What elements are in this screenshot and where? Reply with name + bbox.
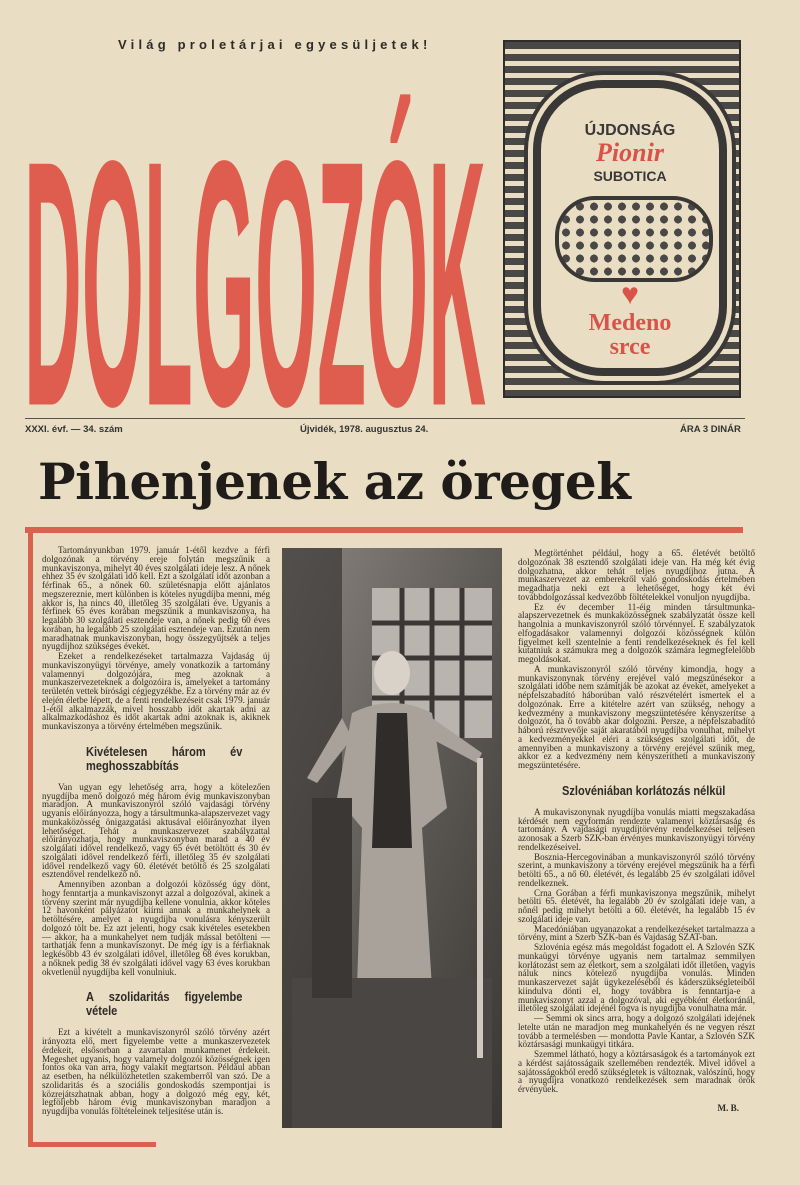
paragraph: Van ugyan egy lehetőség arra, hogy a kötelezően nyugdíjba menő dolgozó még három évig munkaviszonyban maradjon. A munkaviszonyról szóló vajdasági törvény ugyanis előirányozza, hogy a társultmunka-alapszervezet vagy munkaközösség önigazgatási aktusával előirányozhat ilyen lehetőséget. Tehát a munkaszervezet szabályzattal előirányozhatja, hogy munkaviszonyban marad a 40 év szolgálati idővel rendelkező, vagy 65 évét betöltött és 30 év szolgálati idővel rendelkező férfi, illetőleg 35 év szolgálati idővel rendelkező vagy 60. életévét betöltő és 25 szolgálati esztendővel rendelkező nő. — [42, 781, 270, 880]
article-column-3 — [518, 549, 755, 1113]
paragraph: — Semmi ok sincs arra, hogy a dolgozó szolgálati idejének letelte után ne maradjon meg munkahelyén és ne vegyen részt tovább a termelésben — mondotta Pavle Kantar, a Szlovén SZK köztársasági munkaügyi titkára. — [518, 1013, 755, 1050]
ad-label — [533, 80, 727, 376]
masthead-title-logo — [22, 58, 492, 413]
paragraph: Szlovénia egész más megoldást fogadott el. A Szlovén SZK munkaügyi törvénye ugyanis nem tartalmaz semmilyen korlátozást sem az életkort, sem a szolgálati időt illetően, vagyis náluk nincs kötelező nyugdíjba vonulás. Minden munkaszervezet saját ügykezeléséből és káderszükségleteiből kiindulva dönti el, hogy továbbra is fenntartja-e a munkaviszonyt azzal a dolgozóval, aki egyébként életkoránál, illetőleg szolgálati idejénél fogva is nyugdíjba vonulhatna már. — [518, 942, 755, 1014]
ad-brand: Pionir — [596, 138, 664, 167]
paragraph: Macedóniában ugyanazokat a rendelkezéseket tartalmazza a törvény, mint a Szerb SZK-ban és Vajdaság SZAT-ban. — [518, 923, 755, 943]
ad-product-line2: srce — [609, 334, 651, 360]
article-column-1 — [42, 546, 270, 1117]
paragraph: Ezeket a rendelkezéseket tartalmazza Vajdaság új munkaviszonyügyi törvénye, amely vonatkozik a tartomány valamennyi dolgozójára, meg azoknak a munkaszervezeteknek a dolgozóira is, amelyeket a tartomány területén vettek bírósági cégjegyzékbe. Ez a törvény már az év elején életbe lépett, de a fenti rendelkezéseit csak 1979. január 1-étől alkalmazzák, mivel hosszabb időt akartak adni az alkalmazkodáshoz és időt akartak adni azoknak is, akiknek munkaviszonya a törvény értelmében megszűnik. — [42, 651, 270, 731]
subheading: Szlovéniában korlátozás nélkül — [562, 782, 726, 798]
red-rule-left — [28, 527, 33, 1147]
price: ÁRA 3 DINÁR — [680, 424, 741, 435]
paragraph: Megtörténhet például, hogy a 65. életévét betöltő dolgozónak 38 esztendő szolgálati ideje van. Ha még két évig dolgozhatna, akkor tehát teljes nyugdíjhoz jutna. A munkaszervezet az emberekről való gondoskodás értelmében megadhatja neki ezt a lehetőséget, hogy két évi továbbdolgozással kedvezőbb föltételekkel vonuljon nyugdíjba. — [518, 548, 755, 602]
advertisement — [503, 40, 741, 398]
place-date: Újvidék, 1978. augusztus 24. — [300, 424, 429, 435]
ad-label-top: ÚJDONSÁG — [584, 122, 676, 139]
paragraph: Bosznia-Hercegovinában a munkaviszonyról szóló törvény szerint, a munkaviszony a törvény erejével megszűnik ha a férfi betölti 65., a nő 60. életévét, és legalább 25 év szolgálati idővel rendelkeznek. — [518, 851, 755, 888]
article-photo-elderly-worker — [282, 548, 502, 1128]
ad-product-line1: Medeno — [588, 310, 672, 336]
article-headline: Pihenjenek az öregek — [38, 452, 631, 511]
issue-number: XXXI. évf. — 34. szám — [25, 424, 123, 435]
paragraph: A munkaviszonyról szóló törvény kimondja, hogy a munkaviszonynak törvény erejével való megszűnésekor a szolgálati időbe nem számítják be azokat az éveket, amelyeket a népfelszabadító háborúban való részvételért ismertek el a dolgozónak. Erre a kitételre azért van szükség, nehogy a kedvezmény a munkaviszony megszüntetésére kényszerítse a dolgozót, ha ő tovább akar dolgozni. Persze, a népfelszabadító háború résztvevője saját akaratából nyugdíjba vonulhat, mihelyt a kedvezményekkel eléri a szükséges szolgálati időt, de amennyiben a munkaviszony a törvény erejével szűnik meg, akkor ez a kedvezmény nem kényszerítheti a munkaviszony megszüntetésére. — [518, 663, 755, 770]
subheading: A szolidaritás figyelembe vétele — [86, 989, 243, 1019]
candy-illustration-icon — [555, 196, 713, 282]
paragraph: Ez év december 11-éig minden társultmunka-alapszervezetnek és munkaközösségnek szabályzatát össze kell hangolnia a munkaviszonyról szóló törvénnyel. E szabályzatok elfogadásakor valamennyi dolgozói közösségnek külön figyelmet kell szentelnie a fenti rendelkezéseknek és fel kell kutatniuk a számukra meg a dolgozók számára legmegfelelőbb megoldásokat. — [518, 601, 755, 664]
heart-icon: ♥ — [621, 278, 639, 311]
paragraph: A mukaviszonynak nyugdíjba vonulás miatti megszakadása kérdését nem egyformán rendezte valamenyi köztársaság és tartomány. A vajdasági nyugdíjtörvény rendelkezései teljesen azonosak a Szerb SZK-ban érvényes munkaviszonyügyi törvény rendelkezéseivel. — [518, 806, 755, 852]
red-rule-top — [25, 527, 743, 533]
masthead-divider — [25, 418, 745, 419]
red-rule-bottom — [28, 1142, 156, 1147]
paragraph: Crna Gorában a férfi munkaviszonya megszűnik, mihelyt betölti 65. életévét, ha legalább 20 év szolgálati ideje van, a nőnél pedig mihelyt betölti a 60. életévét, ha legalább 15 év szolgálati ideje van. — [518, 887, 755, 924]
author-signature: M. B. — [717, 1102, 739, 1113]
ad-city: SUBOTICA — [593, 168, 667, 184]
paragraph: Tartományunkban 1979. január 1-étől kezdve a férfi dolgozónak a törvény ereje folytán megszűnik a munkaviszonya, mihelyt 40 éves szolgálati ideje lesz. A nőnek ehhez 35 év szolgálati idő kell. Ezt a szolgálati időt azonban a férfinak 65., a nőnek 60. születésnapja előtt ajánlatos megszereznie, mert különben is köteles nyugdíjba menni, még akkor is, ha nincs 40, illetőleg 35 szolgálati éve. Ugyanis a férfinek 65 éves korában megszűnik a munkaviszonya, ha legalább 30 szolgálati esztendeje van, a nőnek pedig 60 éves korában, ha legalább 25 szolgálati esztendeje van. Ezután nem maradhatnak munkaviszonyban, hogy összegyűjtsék a teljes nyugdíjhoz szükséges éveket. — [42, 545, 270, 652]
masthead-motto: Világ proletárjai egyesüljetek! — [118, 37, 432, 52]
subheading: Kivételesen három év meghosszabbítás — [86, 743, 243, 773]
masthead-title: DOLGOZÓK — [24, 87, 486, 413]
paragraph: Ezt a kivételt a munkaviszonyról szóló törvény azért irányozta elő, mert figyelembe vette a munkaszervezetek érdekeit, elsősorban a zavartalan munkamenet érdekeit. Megeshet ugyanis, hogy valamely dolgozói közösségnek igen fontos oka van arra, hogy valakit megtartson. Például abban az esetben, ha nélkülözhetetlen szakemberről van szó. De a szolidaritás és a szociális gondoskodás szempontjai is közrejátszhatnak abban, hogy a dolgozó még egy, két, legföljebb három évig munkaviszonyban maradjon a nyugdíjba vonulás föltételeinek teljesítése után is. — [42, 1027, 270, 1116]
paragraph: Szemmel látható, hogy a köztársaságok és a tartományok ezt a kérdést sajátosságaik szellemében rendezték. Mivel idővel a sajátosságokból eredő szükségletek is változnak, valószínű, hogy a nyugdíjra vonatkozó rendelkezések sem maradnak örök érvényűek. — [518, 1049, 755, 1094]
paragraph: Amennyiben azonban a dolgozói közösség úgy dönt, hogy fenntartja a munkaviszonyt azzal a dolgozóval, akinek a törvény szerint már nyugdíjba kellene vonulnia, akkor köteles 12 havonként pályázatot kiírni annak a munkahelynek a betöltésére, amelyet a nyugdíjba vonulásra kényszerült dolgozó tölt be. Ez azt jelenti, hogy csak kivételes esetekben — akkor, ha a munkahelyet nem tudják mással betölteni — tarthatják fenn a munkaviszonyt. De még így is a férfiaknak legkésőbb 43 év szolgálati idővel, illetőleg 68 éves korukban, a nőknek pedig 38 év szolgálati idővel vagy 63 éves korukban okvetlenül nyugdíjba kell vonulniuk. — [42, 879, 270, 977]
